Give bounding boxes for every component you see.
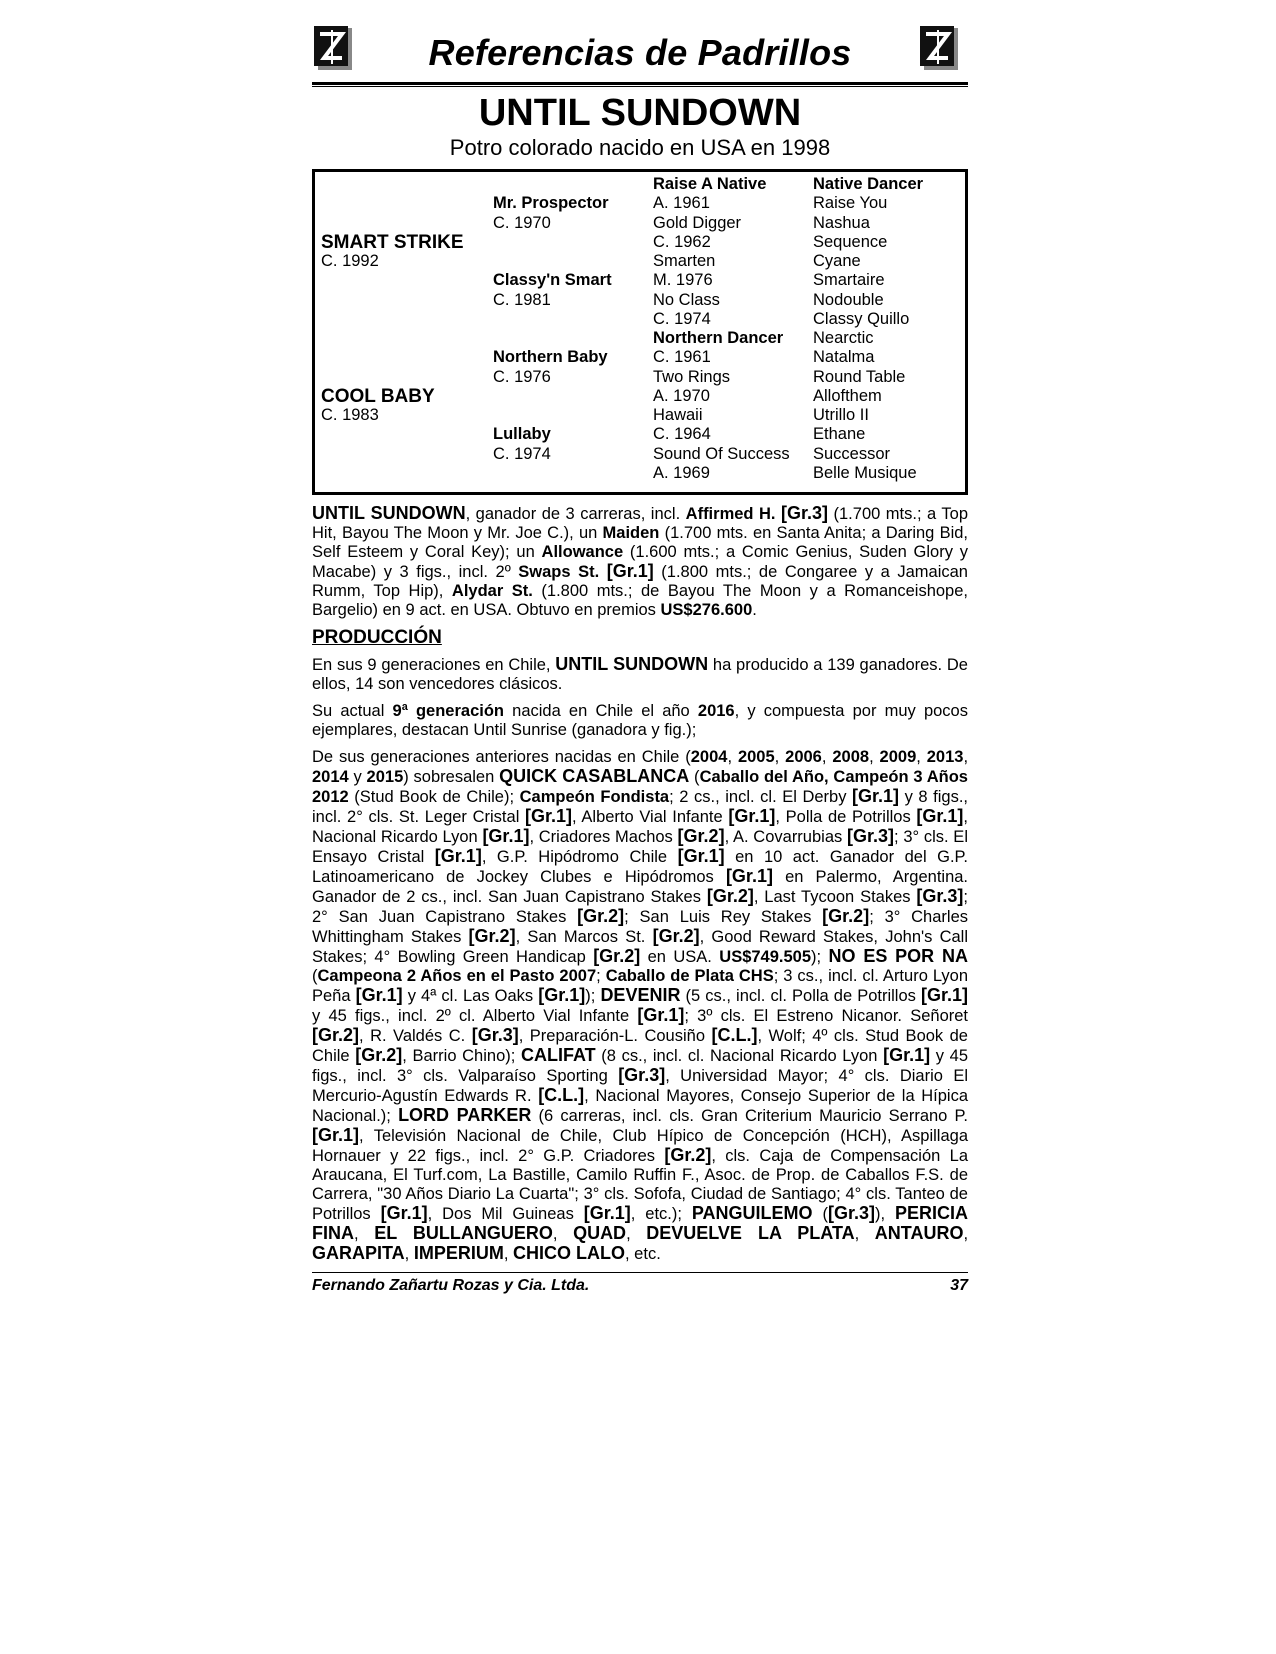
pedigree-cell: C. 1961 (653, 348, 711, 367)
footer-company: Fernando Zañartu Rozas y Cia. Ltda. (312, 1277, 590, 1294)
pedigree-cell: Mr. Prospector (493, 194, 609, 213)
pedigree-cell: Northern Baby (493, 348, 608, 367)
section-title: PRODUCCIÓN (312, 627, 442, 648)
pedigree-cell: Natalma (813, 348, 875, 367)
page-title: Referencias de Padrillos (428, 32, 852, 73)
pedigree-cell: Raise You (813, 194, 888, 213)
page (312, 22, 968, 1295)
pedigree-cell: Smartaire (813, 271, 885, 290)
pedigree-cell: Nashua (813, 213, 870, 232)
header-rule-thin (312, 86, 968, 87)
pedigree-cell: Lullaby (493, 425, 551, 444)
intro-paragraph: UNTIL SUNDOWN, ganador de 3 carreras, incl. Affirmed H. [Gr.3] (1.700 mts.; a Top Hit, Bayou The Moon y Mr. Joe C.), un Maiden (1.700 mts. en Santa Anita; a Daring Bid, Self Esteem y Coral Key); un Allowance (1.600 mts.; a Comic Genius, Suden Glory y Macabe) y 3 figs., incl. 2º Swaps St. [Gr.1] (1.800 mts.; de Congaree y a Jamaican Rumm, Top Hip), Alydar St. (1.800 mts.; de Bayou The Moon y a Romanceishope, Bargelio) en 9 act. en USA. Obtuvo en premios US$276.600. (312, 503, 969, 619)
pedigree-cell: C. 1983 (321, 406, 379, 424)
production-paragraphs (312, 655, 968, 1264)
pedigree-cell: C. 1974 (653, 309, 711, 328)
pedigree-cell: Sound Of Success (653, 444, 790, 463)
pedigree-cell: C. 1964 (653, 425, 711, 444)
pedigree-cell: Cyane (813, 252, 861, 270)
pedigree-table (312, 169, 968, 495)
pedigree-cell: Gold Digger (653, 213, 742, 232)
production-paragraph: Su actual 9ª generación nacida en Chile el año 2016, y compuesta por muy pocos ejemplares, destacan Until Sunrise (ganadora y fig.); (312, 702, 968, 739)
pedigree-cell: C. 1992 (321, 252, 379, 270)
pedigree-cell: Smarten (653, 252, 716, 270)
pedigree-cell: Classy'n Smart (493, 271, 612, 290)
pedigree-cell: COOL BABY (321, 385, 435, 407)
pedigree-cell: A. 1970 (653, 386, 710, 405)
pedigree-cell: C. 1970 (493, 213, 551, 232)
page-footer (312, 1277, 968, 1295)
pedigree-cell: Allofthem (813, 386, 882, 405)
pedigree-cell: A. 1961 (653, 194, 710, 213)
pedigree-cell: Classy Quillo (813, 309, 910, 328)
pedigree-cell: Hawaii (653, 406, 703, 424)
production-paragraph: De sus generaciones anteriores nacidas en Chile (2004, 2005, 2006, 2008, 2009, 2013, 2014 y 2015) sobresalen QUICK CASABLANCA (Caballo del Año, Campeón 3 Años 2012 (Stud Book de Chile); Campeón Fondista; 2 cs., incl. cl. El Derby [Gr.1] y 8 figs., incl. 2° cls. St. Leger Cristal [Gr.1], Alberto Vial Infante [Gr.1], Polla de Potrillos [Gr.1], Nacional Ricardo Lyon [Gr.1], Criadores Machos [Gr.2], A. Covarrubias [Gr.3]; 3° cls. El Ensayo Cristal [Gr.1], G.P. Hipódromo Chile [Gr.1] en 10 act. Ganador del G.P. Latinoamericano de Jockey Clubes e Hipódromos [Gr.1] en Palermo, Argentina. Ganador de 2 cs., incl. San Juan Capistrano Stakes [Gr.2], Last Tycoon Stakes [Gr.3]; 2° San Juan Capistrano Stakes [Gr.2]; San Luis Rey Stakes [Gr.2]; 3° Charles Whittingham Stakes [Gr.2], San Marcos St. [Gr.2], Good Reward Stakes, John's Call Stakes; 4° Bowling Green Handicap [Gr.2] en USA. US$749.505); NO ES POR NA (Campeona 2 Años en el Pasto 2007; Caballo de Plata CHS; 3 cs., incl. cl. Arturo Lyon Peña [Gr.1] y 4ª cl. Las Oaks [Gr.1]); DEVENIR (5 cs., incl. cl. Polla de Potrillos [Gr.1] y 45 figs., incl. 2º cl. Alberto Vial Infante [Gr.1]; 3º cls. El Estreno Nicanor. Señoret [Gr.2], R. Valdés C. [Gr.3], Preparación-L. Cousiño [C.L.], Wolf; 4º cls. Stud Book de Chile [Gr.2], Barrio Chino); CALIFAT (8 cs., incl. cl. Nacional Ricardo Lyon [Gr.1] y 45 figs., incl. 3° cls. Valparaíso Sporting [Gr.3], Universidad Mayor; 4° cls. Diario El Mercurio-Agustín Edwards R. [C.L.], Nacional Mayores, Consejo Superior de la Hípica Nacional.); LORD PARKER (6 carreras, incl. cls. Gran Criterium Mauricio Serrano P. [Gr.1], Televisión Nacional de Chile, Club Hípico de Concepción (HCH), Aspillaga Hornauer y 22 figs., incl. 2° G.P. Criadores [Gr.2], cls. Caja de Compensación La Araucana, El Turf.com, La Bastille, Camilo Ruffin F., Asoc. de Prop. de Caballos F.S. de Carrera, "30 Años Diario La Cuarta"; 3° cls. Sofofa, Ciudad de Santiago; 4° cls. Tanteo de Potrillos [Gr.1], Dos Mil Guineas [Gr.1], etc.); PANGUILEMO ([Gr.3]), PERICIA FINA, EL BULLANGUERO, QUAD, DEVUELVE LA PLATA, ANTAURO, GARAPITA, IMPERIUM, CHICO LALO, etc. (312, 748, 969, 1263)
pedigree-cell: No Class (653, 290, 720, 309)
pedigree-cell: Ethane (813, 425, 866, 444)
pedigree-cell: Successor (813, 444, 891, 463)
logo-icon (918, 24, 962, 72)
pedigree-cell: C. 1981 (493, 290, 551, 309)
pedigree-cell: SMART STRIKE (321, 231, 464, 253)
pedigree-cell: C. 1962 (653, 232, 711, 251)
header-rule (312, 82, 968, 85)
pedigree-cell: M. 1976 (653, 271, 713, 290)
footer-rule (312, 1272, 968, 1273)
body-text (312, 504, 968, 1264)
pedigree-cell: Sequence (813, 232, 888, 251)
pedigree-cell: Utrillo II (813, 406, 869, 424)
pedigree-cell: C. 1976 (493, 367, 551, 386)
page-number: 37 (950, 1277, 968, 1294)
pedigree-cell: A. 1969 (653, 463, 710, 482)
production-paragraph: En sus 9 generaciones en Chile, UNTIL SUNDOWN ha producido a 139 ganadores. De ellos, 14 son vencedores clásicos. (312, 654, 968, 693)
page-header (312, 22, 968, 80)
pedigree-cell: Northern Dancer (653, 329, 784, 347)
pedigree-cell: Belle Musique (813, 463, 917, 482)
pedigree-cell: Raise A Native (653, 175, 767, 193)
pedigree-cell: Native Dancer (813, 175, 924, 193)
pedigree-cell: Two Rings (653, 367, 731, 386)
pedigree-cell: Nearctic (813, 329, 874, 347)
horse-name: UNTIL SUNDOWN (478, 92, 802, 134)
pedigree-cell: C. 1974 (493, 444, 551, 463)
pedigree-cell: Round Table (813, 367, 906, 386)
pedigree-cell: Nodouble (813, 290, 884, 309)
horse-subtitle: Potro colorado nacido en USA en 1998 (449, 135, 831, 160)
